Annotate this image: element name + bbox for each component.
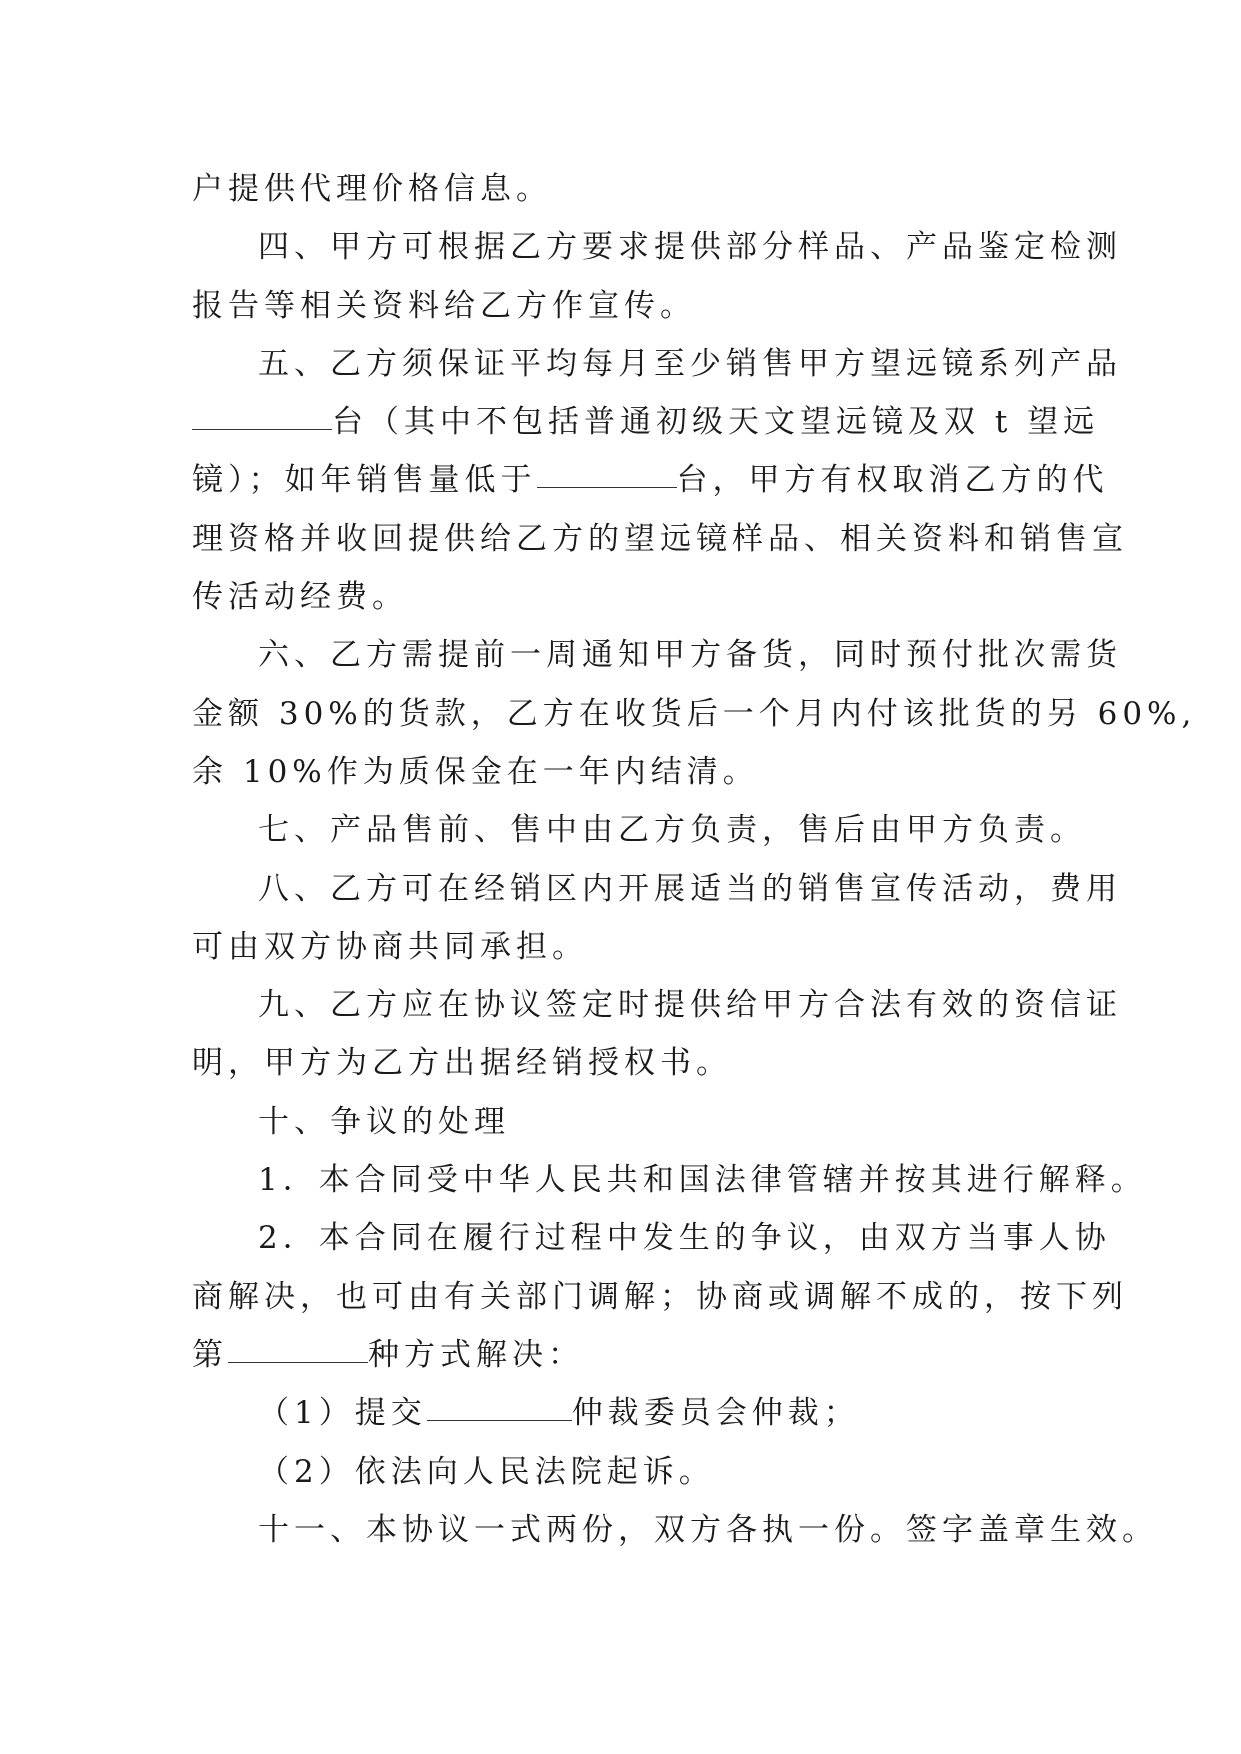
text-segment: 镜）；如年销售量低于 <box>192 462 537 499</box>
text-segment: 台，甲方有权取消乙方的代 <box>676 462 1109 499</box>
text-segment: （1）提交 <box>258 1395 427 1432</box>
option-1 <box>192 1384 1052 1442</box>
text-line: 户提供代理价格信息。 <box>192 171 552 207</box>
fill-in-blank-method-number[interactable] <box>228 1332 368 1363</box>
clause-4: 四、甲方可根据乙方要求提供部分样品、产品鉴定检测 <box>258 229 1122 266</box>
clause-8: 八、乙方可在经销区内开展适当的销售宣传活动，费用 <box>258 870 1122 907</box>
text-line: 报告等相关资料给乙方作宣传。 <box>192 287 696 324</box>
contract-body <box>192 160 1197 1559</box>
clause-6: 六、乙方需提前一周通知甲方备货，同时预付批次需货 <box>258 637 1122 674</box>
clause-7: 七、产品售前、售中由乙方负责，售后由甲方负责。 <box>258 812 1086 849</box>
option-2: （2）依法向人民法院起诉。 <box>258 1453 715 1490</box>
text-line <box>192 1326 1052 1384</box>
text-segment: 第 <box>192 1336 228 1373</box>
fill-in-blank-arbitration-commission[interactable] <box>427 1390 572 1421</box>
clause-9: 九、乙方应在协议签定时提供给甲方合法有效的资信证 <box>258 987 1122 1024</box>
clause-11: 十一、本协议一式两份，双方各执一份。签字盖章生效。 <box>258 1511 1158 1548</box>
text-line: 可由双方协商共同承担。 <box>192 928 588 965</box>
text-line: 理资格并收回提供给乙方的望远镜样品、相关资料和销售宣 <box>192 520 1128 557</box>
text-line: 明，甲方为乙方出据经销授权书。 <box>192 1045 732 1082</box>
fill-in-blank-annual-quantity[interactable] <box>537 457 677 488</box>
text-segment: 台（其中不包括普通初级天文望远镜及双 t 望远 <box>332 404 1100 441</box>
text-segment: 仲裁委员会仲裁； <box>571 1395 860 1432</box>
text-line: 金额 30%的货款，乙方在收货后一个月内付该批货的另 60%, <box>192 695 1197 732</box>
clause-10-item-1: 1．本合同受中华人民共和国法律管辖并按其进行解释。 <box>258 1162 1147 1199</box>
clause-10-heading: 十、争议的处理 <box>258 1103 510 1140</box>
text-line: 商解决，也可由有关部门调解；协商或调解不成的，按下列 <box>192 1278 1128 1315</box>
text-line: 余 10%作为质保金在一年内结清。 <box>192 753 759 790</box>
clause-5: 五、乙方须保证平均每月至少销售甲方望远镜系列产品 <box>258 345 1122 382</box>
clause-10-item-2: 2．本合同在履行过程中发生的争议，由双方当事人协 <box>258 1220 1111 1257</box>
text-line <box>192 451 1109 509</box>
text-line: 传活动经费。 <box>192 579 408 616</box>
text-segment: 种方式解决： <box>368 1336 584 1373</box>
fill-in-blank-monthly-quantity[interactable] <box>192 399 332 430</box>
text-line <box>192 393 1100 451</box>
